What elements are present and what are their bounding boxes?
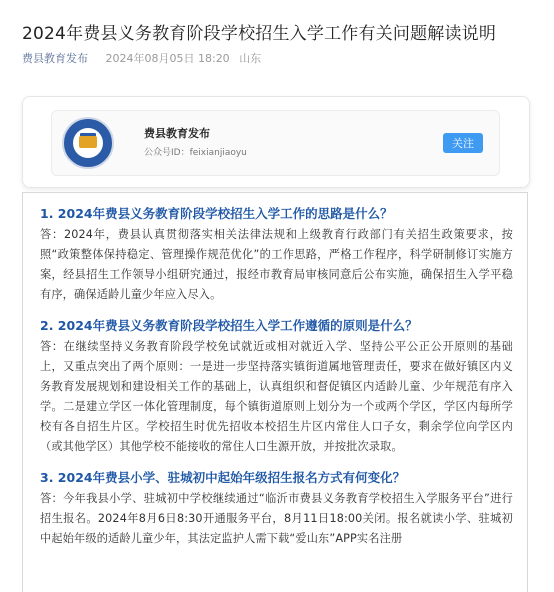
article-body [22,192,528,592]
answer-3: 答：今年我县小学、驻城初中学校继续通过“临沂市费县义务教育学校招生入学服务平台”进行招生报名。2024年8月6日8:30开通服务平台，8月11日18:00关闭。报名就读小学、驻城初中起始年级的适龄儿童少年，其法定监护人需下载“爱山东”APP实名注册 [40,492,513,545]
article-location: 山东 [239,52,262,65]
account-card[interactable] [51,110,500,176]
article-meta [22,50,261,66]
account-logo-icon [62,117,114,169]
question-2: 2. 2024年费县义务教育阶段学校招生入学工作遵循的原则是什么？ [40,318,418,333]
answer-2: 答：在继续坚持义务教育阶段学校免试就近或相对就近入学、坚持公平公正公开原则的基础上，又重点突出了两个原则：一是进一步坚持落实镇街道属地管理责任，要求在做好镇区内义务教育发展规划和建设相关工作的基础上，认真组织和督促镇区内适龄儿童、少年规范有序入学。二是建立学区一体化管理制度，每个镇街道原则上划分为一个或两个学区，学区内每所学校有各自招生片区。学校招生时优先招收本校招生片区内常住人口子女，剩余学位向学区内（或其他学区）其他学校不能接收的常住人口生源开放，并按批次录取。 [40,340,513,453]
article-title: 2024年费县义务教育阶段学校招生入学工作有关问题解读说明 [22,24,497,45]
answer-1: 答：2024年，费县认真贯彻落实相关法律法规和上级教育行政部门有关招生政策要求，按照“政策整体保持稳定、管理操作规范优化”的工作思路，严格工作程序，科学研制修订实施方案，经县招生工作领导小组研究通过，报经市教育局审核同意后公布实施，确保招生入学平稳有序，确保适龄儿童少年应入尽入。 [40,228,513,301]
question-1: 1. 2024年费县义务教育阶段学校招生入学工作的思路是什么？ [40,206,393,221]
account-id: 公众号ID：feixianjiaoyu [144,148,247,158]
article-source-link[interactable]: 费县教育发布 [22,52,88,65]
account-card-container [22,96,530,188]
follow-button[interactable]: 关注 [443,133,483,153]
article-date: 2024年08月05日 18:20 [105,52,230,65]
account-name: 费县教育发布 [144,127,210,140]
question-3: 3. 2024年费县小学、驻城初中起始年级招生报名方式有何变化？ [40,470,406,485]
